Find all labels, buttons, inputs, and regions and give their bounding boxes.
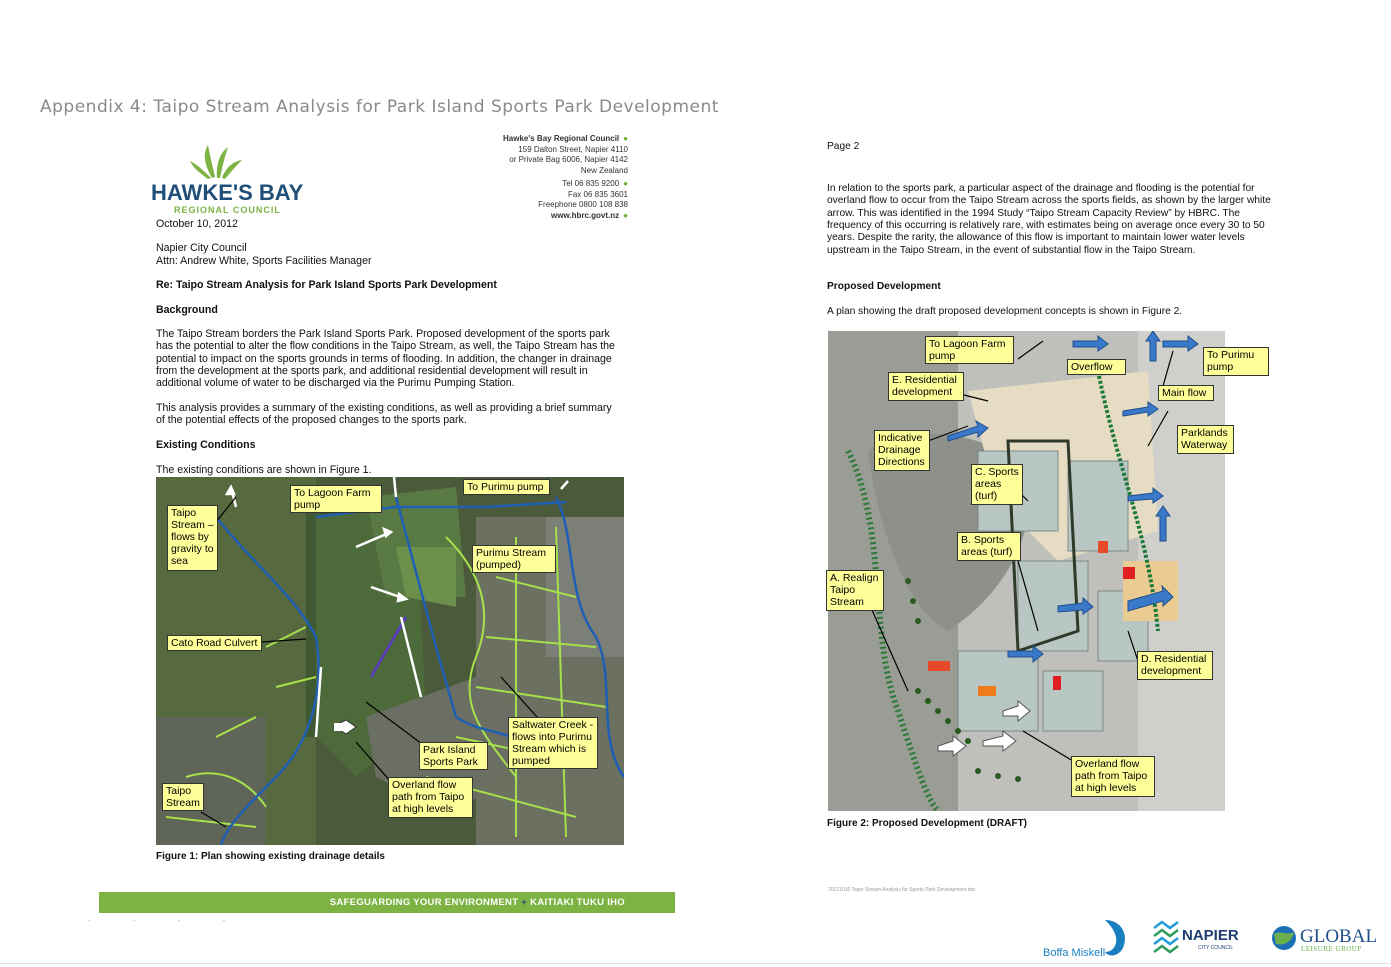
address-fax: Fax 06 835 3601 <box>567 189 628 199</box>
page2-line: arrow. This was identified in the 1994 Study “Taipo Stream Capacity Review” by HBRC. The <box>827 208 1240 219</box>
address-tel: Tel 06 835 9200 <box>562 179 620 188</box>
proposed-heading: Proposed Development <box>827 281 941 292</box>
napier-wave-icon <box>1154 922 1178 952</box>
proposed-text: A plan showing the draft proposed development concepts is shown in Figure 2. <box>827 306 1183 317</box>
background-line: The Taipo Stream borders the Park Island Sports Park. Proposed development of the sports park <box>156 328 610 340</box>
figure2-plan <box>828 331 1225 811</box>
global-sub: LEISURE GROUP <box>1301 945 1362 953</box>
globe-icon <box>1272 926 1296 950</box>
fig2-callout-c-sports: C. Sports areas (turf) <box>971 464 1023 505</box>
background-line: from the development at the sports park, and additional residential development will result in <box>156 365 588 377</box>
summary-line: of the potential effects of the proposed changes to the sports park. <box>156 414 467 426</box>
fig2-callout-a-realign: A. Realign Taipo Stream <box>826 570 884 611</box>
boffa-miskell-logo <box>1043 916 1133 960</box>
letter-recipient: Napier City Council <box>156 242 247 254</box>
fig2-callout-lagoon: To Lagoon Farm pump <box>925 336 1014 364</box>
leaf-icon <box>190 145 242 179</box>
summary-line: This analysis provides a summary of the existing conditions, as well as providing a brief summary <box>156 402 612 414</box>
figure1-caption: Figure 1: Plan showing existing drainage details <box>156 851 385 862</box>
background-heading: Background <box>156 304 218 316</box>
napier-sub: CITY COUNCIL <box>1198 945 1234 951</box>
existing-text: The existing conditions are shown in Figure 1. <box>156 464 372 476</box>
napier-text: NAPIER <box>1182 927 1239 944</box>
fig1-callout-taipo-sea: Taipo Stream – flows by gravity to sea <box>167 505 218 571</box>
fig2-callout-purimu: To Purimu pump <box>1203 347 1269 376</box>
hbrc-logo <box>150 143 310 215</box>
appendix-title: Appendix 4: Taipo Stream Analysis for Park Island Sports Park Development <box>40 97 719 117</box>
fig2-callout-overflow: Overflow <box>1067 359 1126 375</box>
fig2-callout-overland: Overland flow path from Taipo at high levels <box>1071 756 1155 797</box>
figure2-caption: Figure 2: Proposed Development (DRAFT) <box>827 818 1028 829</box>
background-line: has the potential to alter the flow conditions in the Taipo Stream, as well, the Taipo Stream has the <box>156 340 615 352</box>
logo-name: HAWKE'S BAY <box>151 180 304 205</box>
page2-line: In relation to the sports park, a particular aspect of the drainage and flooding is the potential for <box>827 183 1255 194</box>
page2-line: upstream in the Taipo Stream, in the event of substantial flow in the Taipo Stream. <box>827 245 1196 256</box>
fig1-callout-park-island: Park Island Sports Park <box>419 742 488 770</box>
fig1-callout-taipo-stream: Taipo Stream <box>162 783 204 811</box>
background-line: potential to impact on the sports grounds in terms of flooding. In addition, the changer in drainage <box>156 353 612 365</box>
page-number: Page 2 <box>827 141 860 152</box>
footer-left: SAFEGUARDING YOUR ENVIRONMENT <box>329 897 519 908</box>
background-line: additional volume of water to be discharged via the Purimu Pumping Station. <box>156 377 515 389</box>
letter-attn: Attn: Andrew White, Sports Facilities Manager <box>156 255 372 267</box>
fig2-callout-b-sports: B. Sports areas (turf) <box>957 532 1021 561</box>
bottom-divider <box>0 963 1391 964</box>
fig1-callout-purimu-stream: Purimu Stream (pumped) <box>472 545 556 573</box>
address-freephone: Freephone 0800 108 838 <box>538 200 628 209</box>
napier-city-council-logo <box>1152 918 1247 960</box>
fig1-callout-cato: Cato Road Culvert <box>167 635 262 651</box>
letter-footer-bar: SAFEGUARDING YOUR ENVIRONMENT + KAITIAKI TUKU IHO <box>99 892 675 913</box>
global-leisure-group-logo <box>1270 922 1380 954</box>
fig1-callout-saltwater: Saltwater Creek - flows into Purimu Stream which is pumped <box>508 717 598 769</box>
address-web: www.hbrc.govt.nz <box>551 210 620 220</box>
page2-line: years. Despite the rarity, the allowance of this flow is important to maintain lower water levels <box>827 232 1245 243</box>
fig2-callout-parklands: Parklands Waterway <box>1177 425 1234 454</box>
address-line2: or Private Bag 6006, Napier 4142 <box>509 155 628 164</box>
letter-date: October 10, 2012 <box>156 218 238 230</box>
page2-line: overland flow to occur from the Taipo Stream across the sports fields, as shown by the larger white <box>827 195 1271 206</box>
fig1-callout-purimu-pump: To Purimu pump <box>463 479 550 495</box>
address-line1: 159 Dalton Street, Napier 4110 <box>518 144 628 154</box>
address-line3: New Zealand <box>580 165 628 175</box>
document-filename: 20121010 Taipo Stream Analysis for Sports Park Development.doc <box>828 887 976 893</box>
boffa-text: Boffa Miskell <box>1043 947 1106 959</box>
fig1-callout-overland: Overland flow path from Taipo at high levels <box>388 777 473 818</box>
page2-line: frequency of this occurring is relatively rare, with estimates being on average once every 30 to 50 <box>827 220 1265 231</box>
footer-right: KAITIAKI TUKU IHO <box>530 897 625 908</box>
existing-heading: Existing Conditions <box>156 439 256 451</box>
fig2-callout-main-flow: Main flow <box>1158 385 1214 401</box>
footer-marks: - - - - <box>88 916 246 925</box>
address-org: Hawke's Bay Regional Council <box>503 134 620 143</box>
letter-re: Re: Taipo Stream Analysis for Park Island Sports Park Development <box>156 279 497 291</box>
boffa-swirl-icon <box>1105 920 1125 955</box>
global-text: GLOBAL <box>1300 926 1378 947</box>
fig2-callout-indicative: Indicative Drainage Directions <box>874 430 930 471</box>
fig2-callout-d-residential: D. Residential development <box>1137 651 1213 680</box>
fig1-callout-lagoon: To Lagoon Farm pump <box>290 485 382 513</box>
logo-sub: REGIONAL COUNCIL <box>174 205 281 215</box>
fig2-callout-e-residential: E. Residential development <box>888 372 964 401</box>
council-address: Hawke's Bay Regional Council ● 159 Dalton Street, Napier 4110 or Private Bag 6006, Napier 4142 New Zealand Tel 06 835 9200 ● Fax 06 835 3601 Freephone 0800 108 838 www.hbrc.govt.nz ● <box>470 134 628 221</box>
